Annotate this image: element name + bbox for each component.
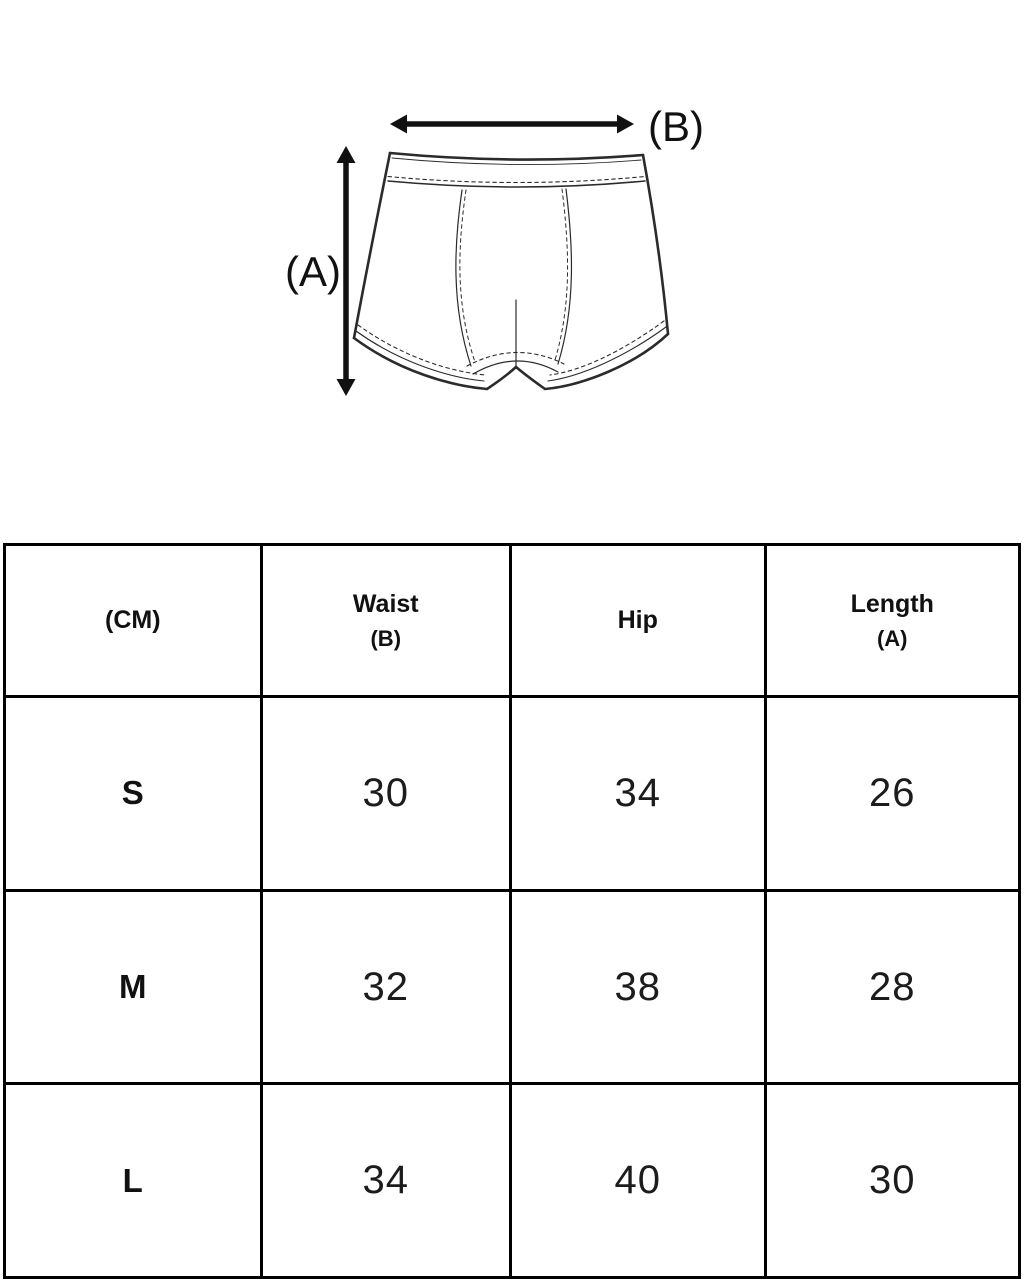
waist-cell bbox=[263, 892, 512, 1083]
waist-value-l: 34 bbox=[362, 1158, 409, 1203]
header-label-hip: Hip bbox=[617, 606, 658, 635]
width-measure-arrow-icon bbox=[390, 115, 634, 134]
table-row-l bbox=[6, 1085, 1018, 1276]
waist-value-m: 32 bbox=[362, 964, 409, 1009]
length-cell bbox=[767, 892, 1018, 1083]
length-cell bbox=[767, 698, 1018, 889]
size-label-s: S bbox=[121, 774, 144, 812]
size-chart-table bbox=[3, 543, 1021, 1279]
dimension-label-a: (A) bbox=[285, 248, 341, 295]
length-value-s: 26 bbox=[868, 770, 916, 815]
header-label-waist: Waist bbox=[352, 590, 419, 619]
header-label-length: Length bbox=[850, 590, 934, 619]
boxer-briefs-illustration-icon bbox=[354, 153, 668, 389]
table-header-row bbox=[6, 546, 1018, 698]
hip-cell bbox=[512, 1085, 767, 1276]
header-cell-hip bbox=[512, 546, 767, 695]
header-label-length-a: (A) bbox=[876, 625, 908, 651]
dimension-label-b: (B) bbox=[648, 103, 704, 150]
waist-cell bbox=[263, 1085, 512, 1276]
header-cell-length bbox=[767, 546, 1018, 695]
hip-value-s: 34 bbox=[614, 770, 661, 815]
header-label-cm: (CM) bbox=[105, 606, 161, 635]
size-label-l: L bbox=[122, 1161, 143, 1199]
hip-cell bbox=[512, 698, 767, 889]
waist-value-s: 30 bbox=[362, 770, 409, 815]
length-value-m: 28 bbox=[868, 964, 916, 1009]
header-cell-waist bbox=[263, 546, 512, 695]
hip-value-l: 40 bbox=[614, 1158, 661, 1203]
waist-cell bbox=[263, 698, 512, 889]
hip-cell bbox=[512, 892, 767, 1083]
table-row-s bbox=[6, 698, 1018, 892]
size-label-m: M bbox=[119, 968, 147, 1005]
header-label-waist-b: (B) bbox=[370, 625, 402, 651]
header-cell-cm bbox=[6, 546, 263, 695]
size-cell bbox=[6, 892, 263, 1083]
boxer-briefs-diagram bbox=[0, 0, 1024, 540]
size-cell bbox=[6, 1085, 263, 1276]
size-cell bbox=[6, 698, 263, 889]
length-value-l: 30 bbox=[868, 1158, 916, 1203]
length-cell bbox=[767, 1085, 1018, 1276]
table-row-m bbox=[6, 892, 1018, 1086]
hip-value-m: 38 bbox=[614, 964, 661, 1009]
